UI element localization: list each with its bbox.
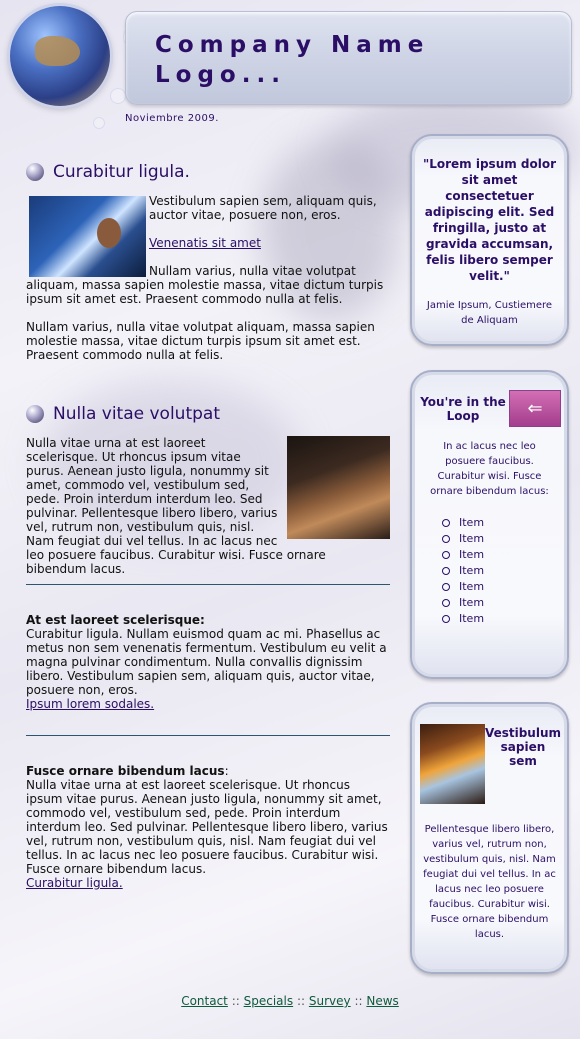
company-name-line1: Company Name [155, 32, 430, 58]
section-title-text: Curabitur ligula. [53, 162, 190, 182]
list-item-label: Item [459, 516, 485, 529]
section-paragraph: Nullam varius, nulla vitae volutpat aliquam, massa sapien molestie massa, vitae dictum turpis ipsum sit amet est. Praesent commodo nulla at felis. [26, 320, 375, 362]
issue-date: Noviembre 2009. [125, 113, 219, 124]
company-name-line2: Logo... [155, 62, 286, 88]
section-paragraph: Curabitur ligula. Nullam euismod quam ac mi. Phasellus ac metus non sem venenatis fermentum. Vestibulum eu velit a magna pulvinar condimentum. Nulla convallis dignissim libero. Vestibulum sapien sem, aliquam quis, auctor vitae, posuere non, eros. [26, 627, 387, 697]
circle-bullet-icon [442, 599, 450, 607]
footer-separator: :: [231, 994, 240, 1008]
subsection-heading: Fusce ornare bibendum lacus [26, 764, 225, 778]
venenatis-link[interactable]: Venenatis sit amet [149, 236, 261, 250]
heading-colon: : [224, 764, 229, 778]
section-title [26, 402, 390, 426]
circle-bullet-icon [442, 551, 450, 559]
businessman-photo [29, 196, 146, 277]
quote-box [410, 134, 569, 346]
list-item[interactable] [442, 547, 567, 563]
section-title-text: Nulla vitae volutpat [53, 404, 220, 424]
quote-author: Jamie Ipsum, Custiemere de Aliquam [426, 300, 553, 326]
handshake-photo [287, 436, 390, 539]
list-item-label: Item [459, 564, 485, 577]
loop-title: You're in the Loop [420, 394, 506, 423]
footer-link-survey[interactable]: Survey [308, 994, 351, 1008]
footer-link-specials[interactable]: Specials [243, 994, 294, 1008]
bullet-ball-icon [26, 163, 44, 181]
bubble-decoration [93, 117, 105, 129]
footer-separator: :: [354, 994, 363, 1008]
footer-link-news[interactable]: News [366, 994, 399, 1008]
back-arrow-button[interactable] [509, 390, 561, 427]
vestibulum-box [410, 702, 569, 974]
list-item-label: Item [459, 596, 485, 609]
loop-description: In ac lacus nec leo posuere faucibus. Curabitur wisi. Fusce ornare bibendum lacus: [430, 441, 549, 497]
canyon-photo [420, 724, 485, 804]
circle-bullet-icon [442, 583, 450, 591]
subsection-heading: At est laoreet scelerisque: [26, 613, 205, 627]
section-paragraph: Nullam varius, nulla vitae volutpat aliquam, massa sapien molestie massa, vitae dictum turpis ipsum sit amet est. Praesent commodo nulla at felis. [26, 264, 384, 306]
bullet-ball-icon [26, 405, 44, 423]
list-item[interactable] [442, 515, 567, 531]
list-item-label: Item [459, 612, 485, 625]
globe-logo-icon [10, 6, 110, 106]
curabitur-link[interactable]: Curabitur ligula. [26, 876, 123, 890]
loop-box [410, 370, 569, 679]
footer-link-contact[interactable]: Contact [181, 994, 228, 1008]
vestibulum-text: Pellentesque libero libero, varius vel, rutrum non, vestibulum quis, nisl. Nam feugiat dui vel tellus. In ac lacus nec leo posuere faucibus. Curabitur wisi. Fusce ornare bibendum lacus. [423, 824, 556, 940]
divider [26, 584, 390, 585]
section-paragraph: Nulla vitae urna at est laoreet scelerisque. Ut rhoncus ipsum vitae purus. Aenean justo ligula, nonummy sit amet, commodo vel, vestibulum sed, pede. Proin interdum interdum leo. Sed pulvinar. Pellentesque libero libero, varius vel, rutrum non, vestibulum quis, nisl. Nam feugiat dui vel tellus. In ac lacus nec leo posuere faucibus. Curabitur wisi. Fusce ornare bibendum lacus. [26, 778, 388, 876]
section-intro: Vestibulum sapien sem, aliquam quis, auctor vitae, posuere non, eros. [149, 194, 377, 222]
list-item[interactable] [442, 579, 567, 595]
circle-bullet-icon [442, 615, 450, 623]
circle-bullet-icon [442, 567, 450, 575]
list-item-label: Item [459, 548, 485, 561]
list-item[interactable] [442, 531, 567, 547]
section-title [26, 160, 390, 184]
loop-item-list [442, 515, 567, 627]
testimonial-quote: "Lorem ipsum dolor sit amet consectetuer adipiscing elit. Sed fringilla, justo at gravida accumsan, felis libero semper velit." [422, 157, 557, 283]
circle-bullet-icon [442, 519, 450, 527]
list-item[interactable] [442, 611, 567, 627]
circle-bullet-icon [442, 535, 450, 543]
footer-separator: :: [296, 994, 306, 1008]
arrow-left-icon: ⇐ [527, 397, 543, 419]
list-item-label: Item [459, 532, 485, 545]
divider [26, 735, 390, 736]
section-paragraph: Nulla vitae urna at est laoreet scelerisque. Ut rhoncus ipsum vitae purus. Aenean justo ligula, nonummy sit amet, commodo vel, vestibulum sed, pede. Proin interdum interdum leo. Sed pulvinar. Pellentesque libero libero, varius vel, rutrum non, vestibulum quis, nisl. Nam feugiat dui vel tellus. In ac lacus nec leo posuere faucibus. Curabitur wisi. Fusce ornare bibendum lacus. [26, 436, 326, 576]
list-item[interactable] [442, 563, 567, 579]
main-content [26, 160, 390, 890]
list-item[interactable] [442, 595, 567, 611]
bubble-decoration [110, 88, 126, 104]
vestibulum-title: Vestibulum sapien sem [484, 726, 561, 768]
footer-nav [0, 994, 580, 1008]
list-item-label: Item [459, 580, 485, 593]
company-name-logo [155, 30, 555, 90]
ipsum-lorem-link[interactable]: Ipsum lorem sodales. [26, 697, 155, 711]
